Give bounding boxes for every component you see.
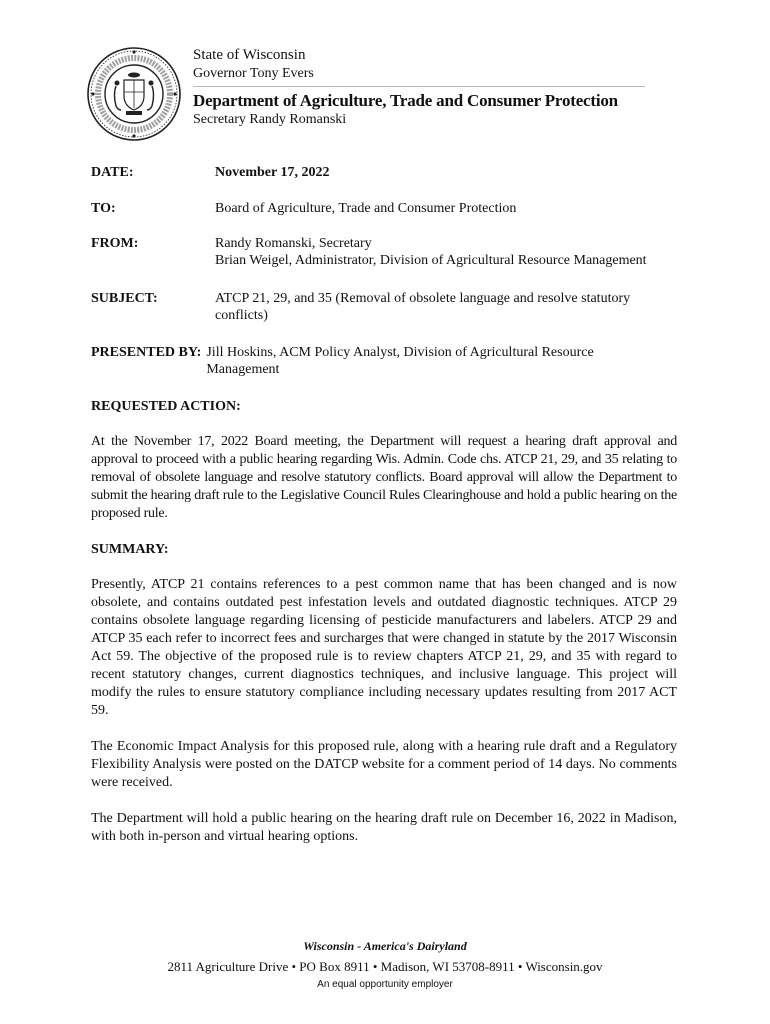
from-line-2: Brian Weigel, Administrator, Division of Agricultural Resource Management [215, 253, 647, 268]
to-label: TO: [91, 201, 116, 216]
summary-paragraph-2: The Economic Impact Analysis for this proposed rule, along with a hearing rule draft and a Regulatory Flexibility Analysis were posted on the DATCP website for a comment period of 14 days. No comments were received. [91, 739, 677, 790]
from-row [91, 235, 647, 269]
from-line-1: Randy Romanski, Secretary [215, 236, 372, 251]
presented-by-value: Jill Hoskins, ACM Policy Analyst, Division of Agricultural Resource Management [206, 345, 594, 377]
summary-heading: SUMMARY: [91, 542, 169, 557]
summary-paragraph-1: Presently, ATCP 21 contains references to a pest common name that has been changed and is now obsolete, and contains outdated pest infestation levels and outdated diagnostic techniques. ATCP 29 contains obsolete language regarding licensing of pesticide manufacturers and labelers. ATCP 29 and ATCP 35 each refer to incorrect fees and surcharges that were changed in statute by the 2017 Wisconsin Act 59. The objective of the proposed rule is to review chapters ATCP 21, 29, and 35 with regard to recent statutory changes, current diagnostics techniques, and inclusive language. This project will modify the rules to ensure statutory compliance including necessary updates resulting from 2017 ACT 59. [91, 577, 677, 718]
requested-action-text: At the November 17, 2022 Board meeting, the Department will request a hearing draft approval and approval to proceed with a public hearing regarding Wis. Admin. Code chs. ATCP 21, 29, and 35 relating to removal of obsolete language and resolve statutory conflicts. Board approval will allow the Department to submit the hearing draft rule to the Legislative Council Rules Clearinghouse and hold a public hearing on the proposed rule. [91, 434, 677, 521]
subject-label: SUBJECT: [91, 291, 158, 306]
governor-name: Governor Tony Evers [193, 66, 314, 81]
letterhead-divider [193, 86, 645, 87]
subject-value: ATCP 21, 29, and 35 (Removal of obsolete language and resolve statutory conflicts) [215, 291, 631, 323]
state-name: State of Wisconsin [193, 47, 306, 63]
presented-by-label: PRESENTED BY: [91, 345, 202, 360]
footer-tagline: Wisconsin - America's Dairyland [303, 939, 467, 953]
department-seal-icon [86, 46, 182, 142]
summary-paragraph-3: The Department will hold a public hearing on the hearing draft rule on December 16, 2022 in Madison, with both in-person and virtual hearing options. [91, 811, 677, 844]
subject-row [91, 290, 669, 324]
to-row [91, 200, 516, 217]
from-label: FROM: [91, 236, 139, 251]
memo-body [91, 398, 677, 846]
presented-by-row [91, 344, 643, 378]
date-row [91, 164, 329, 181]
requested-action-heading: REQUESTED ACTION: [91, 399, 241, 414]
date-label: DATE: [91, 165, 134, 180]
letterhead [193, 46, 653, 129]
footer-address: 2811 Agriculture Drive • PO Box 8911 • Madison, WI 53708-8911 • Wisconsin.gov [167, 959, 603, 974]
page-footer [0, 938, 770, 992]
secretary-name: Secretary Randy Romanski [193, 112, 347, 127]
department-name: Department of Agriculture, Trade and Consumer Protection [193, 91, 618, 110]
to-value: Board of Agriculture, Trade and Consumer Protection [215, 201, 517, 216]
footer-equal-opportunity: An equal opportunity employer [317, 979, 453, 990]
date-value: November 17, 2022 [215, 165, 330, 180]
